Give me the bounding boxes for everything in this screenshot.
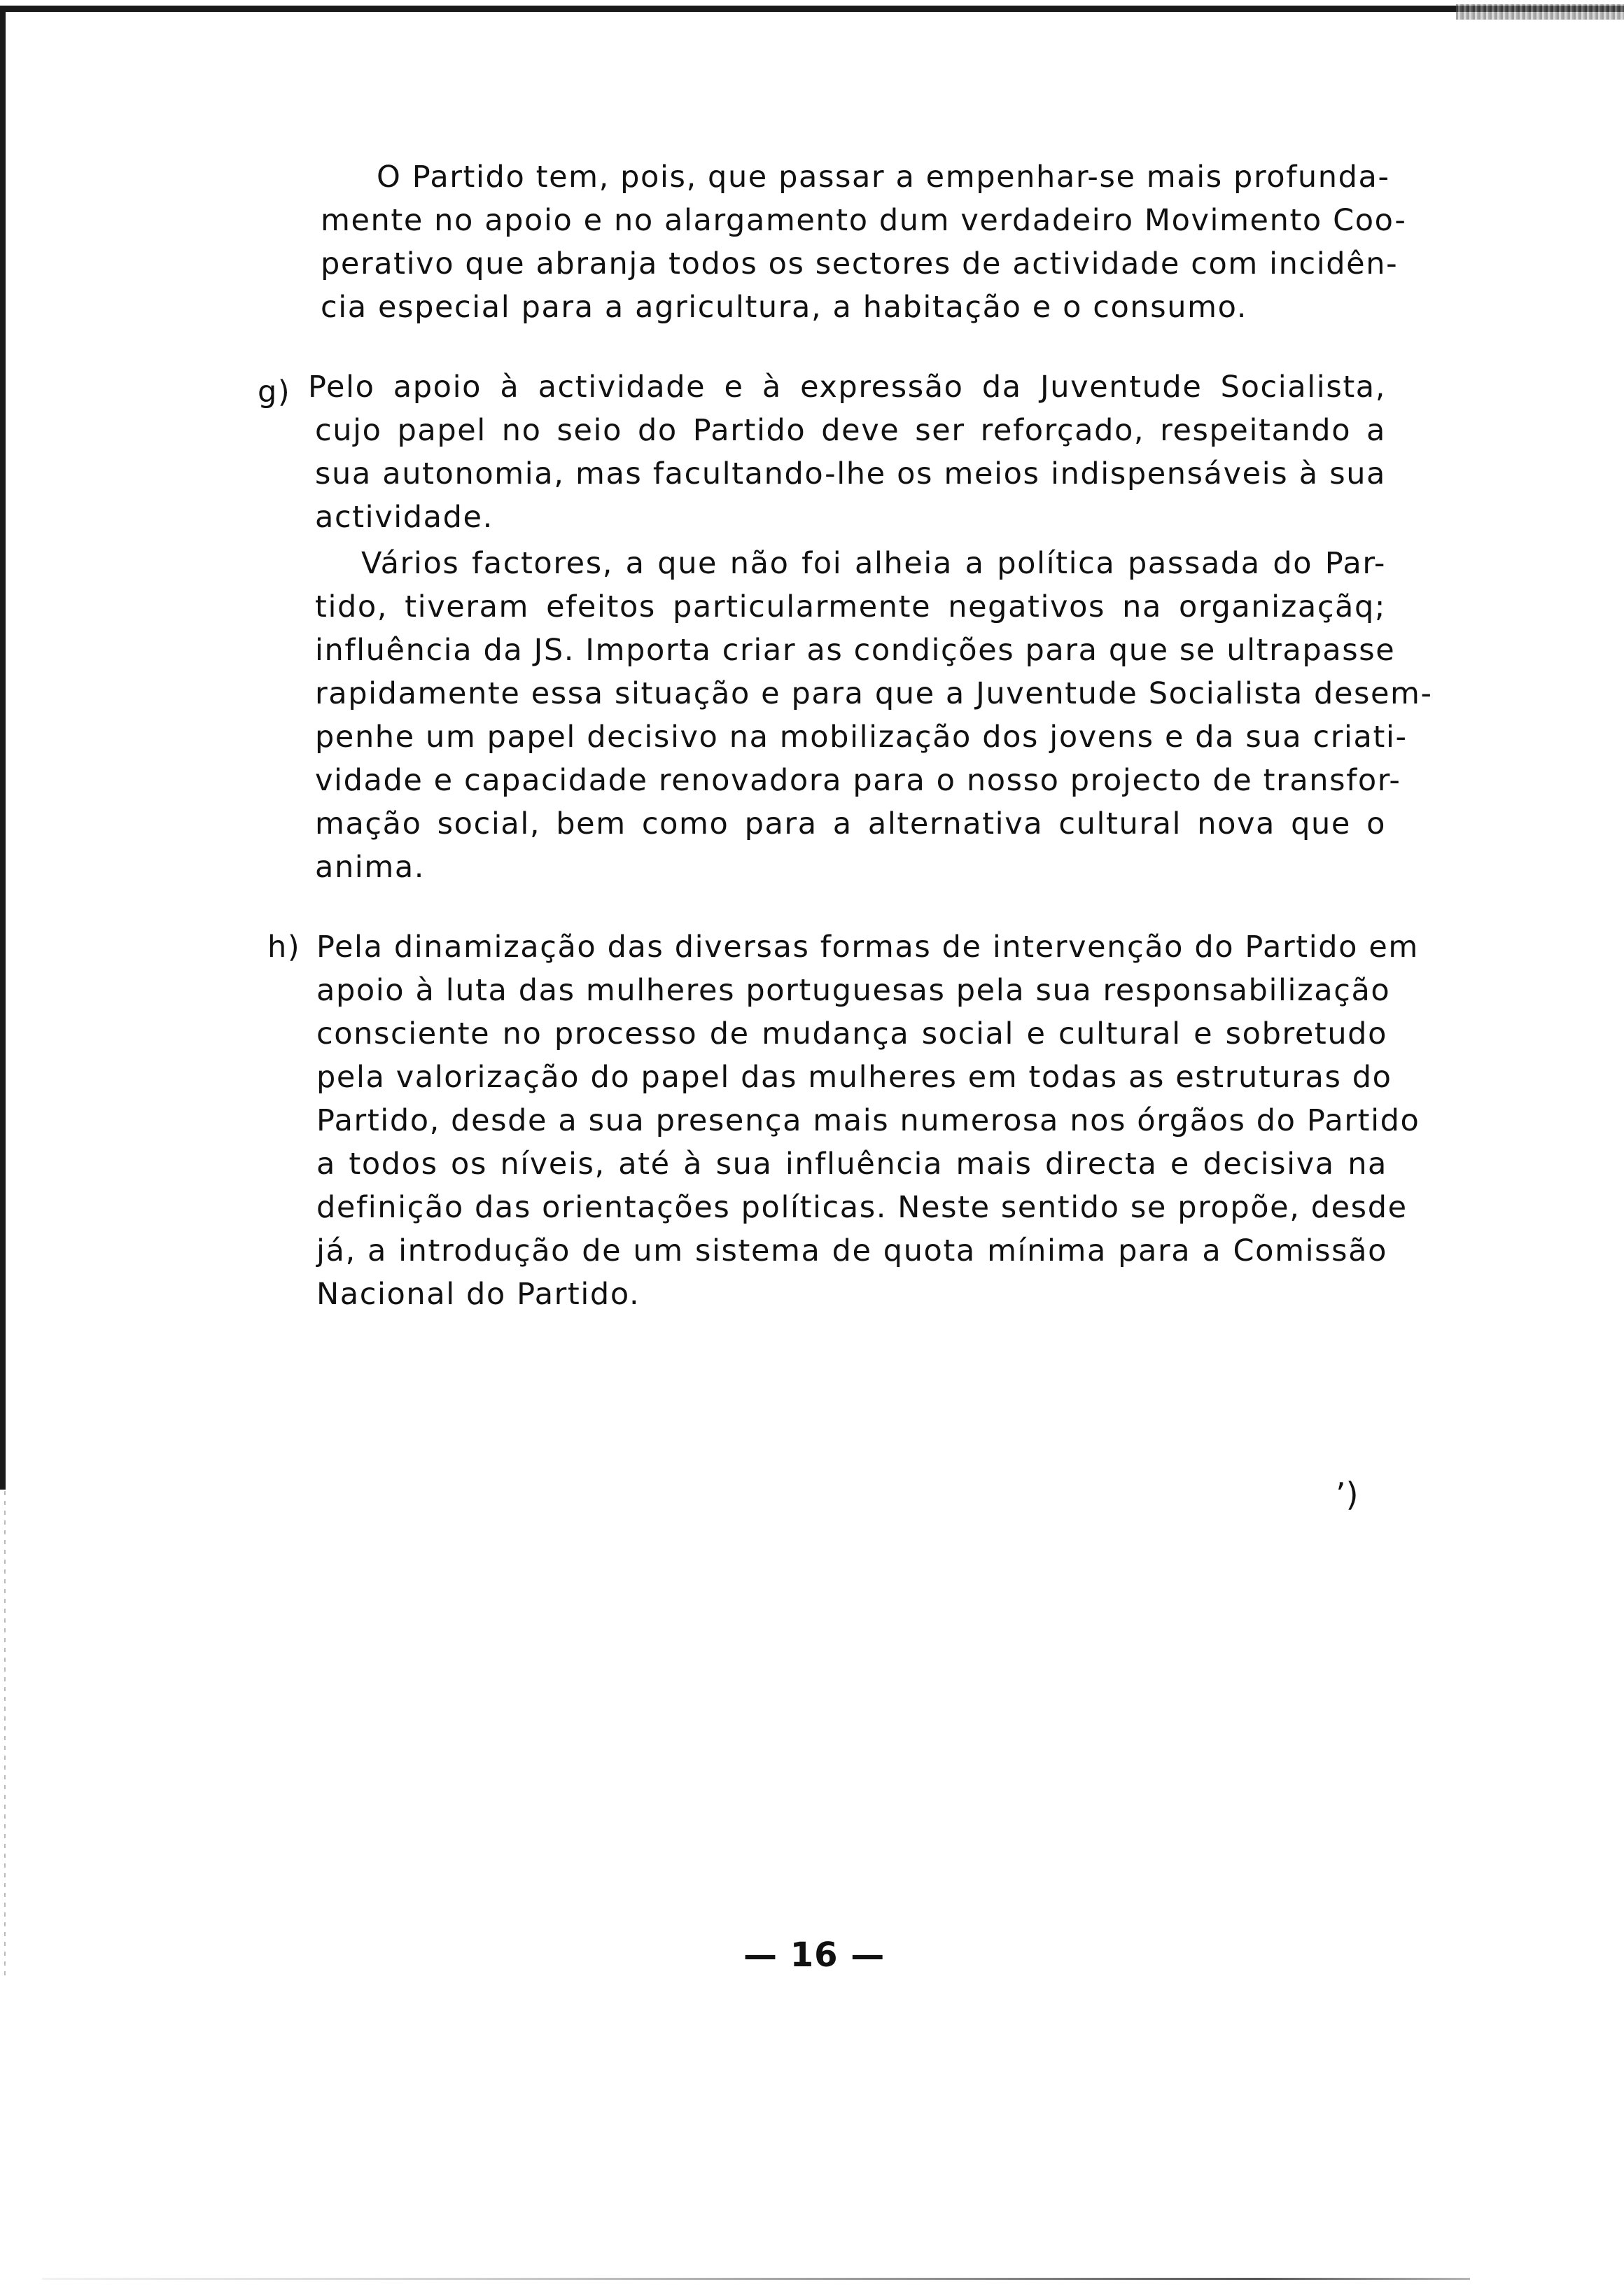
item-g-cont-line: penhe um papel decisivo na mobilização dos jovens e da sua criati- <box>315 720 1408 755</box>
item-g-cont-line: tido, tiveram efeitos particularmente negativos na organizaçãq; <box>315 589 1386 624</box>
scan-left-faint-border <box>4 1491 6 1981</box>
item-h-line: pela valorização do papel das mulheres em todas as estruturas do <box>316 1060 1392 1095</box>
scan-top-border <box>0 6 1624 12</box>
item-g-line: Pelo apoio à actividade e à expressão da Juventude Socialista, <box>308 370 1386 405</box>
item-h-line: definição das orientações políticas. Neste sentido se propõe, desde <box>316 1190 1408 1225</box>
item-h-line: consciente no processo de mudança social e cultural e sobretudo <box>316 1016 1387 1051</box>
scan-top-speckle <box>1456 4 1624 20</box>
item-h-line: Pela dinamização das diversas formas de intervenção do Partido em <box>316 930 1419 965</box>
item-h-line: já, a introdução de um sistema de quota mínima para a Comissão <box>316 1233 1387 1268</box>
page-number: — 16 — <box>743 1935 886 1975</box>
item-g-paragraph <box>308 365 1386 539</box>
item-h-paragraph <box>316 925 1420 1316</box>
item-h-line: Partido, desde a sua presença mais numerosa nos órgãos do Partido <box>316 1103 1420 1138</box>
intro-line: perativo que abranja todos os sectores de actividade com incidên- <box>321 246 1399 281</box>
item-g-label: g) <box>258 374 291 410</box>
item-h-line: Nacional do Partido. <box>316 1277 640 1312</box>
item-h-line: a todos os níveis, até à sua influência mais directa e decisiva na <box>316 1147 1387 1182</box>
item-g-line: cujo papel no seio do Partido deve ser reforçado, respeitando a <box>315 413 1386 448</box>
item-g-line: sua autonomia, mas facultando-lhe os meios indispensáveis à sua <box>315 456 1386 491</box>
item-g-line: actividade. <box>315 500 493 535</box>
item-g-continuation <box>315 542 1433 889</box>
intro-line: mente no apoio e no alargamento dum verdadeiro Movimento Coo- <box>321 203 1407 238</box>
item-g-cont-line: influência da JS. Importa criar as condições para que se ultrapasse <box>315 633 1396 668</box>
item-g-cont-line: anima. <box>315 850 426 885</box>
item-g-cont-line: Vários factores, a que não foi alheia a política passada do Par- <box>361 546 1386 581</box>
item-h-line: apoio à luta das mulheres portuguesas pela sua responsabilização <box>316 973 1391 1008</box>
item-g-cont-line: vidade e capacidade renovadora para o nosso projecto de transfor- <box>315 763 1401 798</box>
scan-left-border <box>0 6 6 1490</box>
intro-line: cia especial para a agricultura, a habitação e o consumo. <box>321 290 1248 325</box>
intro-paragraph <box>321 155 1407 329</box>
item-h-label: h) <box>267 930 301 965</box>
item-g-cont-line: mação social, bem como para a alternativa cultural nova que o <box>315 806 1386 841</box>
scan-bottom-line <box>42 2278 1470 2280</box>
handwritten-mark: ʼ) <box>1336 1476 1359 1513</box>
item-g-cont-line: rapidamente essa situação e para que a Juventude Socialista desem- <box>315 676 1433 711</box>
intro-line: O Partido tem, pois, que passar a empenhar-se mais profunda- <box>377 160 1390 195</box>
